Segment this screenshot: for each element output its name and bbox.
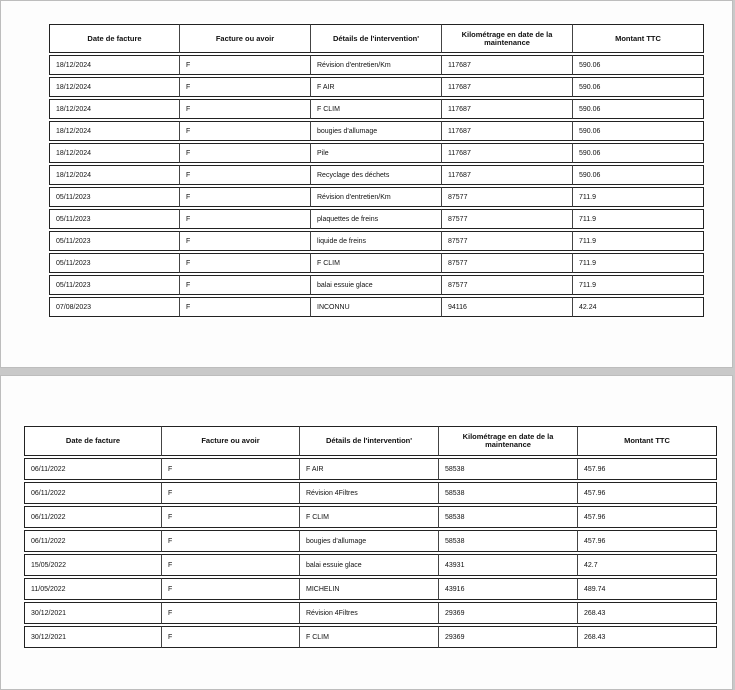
cell-date: 06/11/2022 [24,506,162,528]
cell-mileage: 87577 [442,275,573,295]
cell-type: F [180,253,311,273]
table-row [24,578,717,600]
cell-amount: 457.96 [578,530,717,552]
cell-amount: 711.9 [573,231,704,251]
cell-type: F [180,77,311,97]
cell-type: F [162,482,300,504]
cell-amount: 457.96 [578,482,717,504]
cell-mileage: 58538 [439,506,578,528]
cell-mileage: 43916 [439,578,578,600]
cell-type: F [162,578,300,600]
invoice-table-page-2 [24,424,717,650]
cell-details: Révision 4Filtres [300,482,439,504]
cell-type: F [162,506,300,528]
header-details: Détails de l'intervention' [300,426,439,456]
table-row [49,77,704,97]
cell-date: 18/12/2024 [49,165,180,185]
table-row [24,458,717,480]
cell-mileage: 87577 [442,231,573,251]
table-row [49,165,704,185]
cell-details: Révision d'entretien/Km [311,55,442,75]
table-row [24,626,717,648]
cell-mileage: 117687 [442,121,573,141]
cell-date: 05/11/2023 [49,209,180,229]
cell-mileage: 29369 [439,626,578,648]
cell-date: 30/12/2021 [24,602,162,624]
cell-mileage: 117687 [442,77,573,97]
header-amount: Montant TTC [573,24,704,53]
table-row [49,121,704,141]
cell-type: F [180,55,311,75]
cell-details: F AIR [300,458,439,480]
cell-details: balai essuie glace [300,554,439,576]
table-row [24,506,717,528]
cell-amount: 590.06 [573,121,704,141]
cell-mileage: 117687 [442,55,573,75]
cell-date: 06/11/2022 [24,482,162,504]
cell-date: 15/05/2022 [24,554,162,576]
cell-date: 18/12/2024 [49,77,180,97]
cell-mileage: 117687 [442,165,573,185]
cell-amount: 711.9 [573,253,704,273]
table-row [24,554,717,576]
cell-date: 06/11/2022 [24,530,162,552]
cell-date: 18/12/2024 [49,143,180,163]
cell-mileage: 43931 [439,554,578,576]
cell-date: 05/11/2023 [49,275,180,295]
cell-date: 05/11/2023 [49,253,180,273]
table-row [49,253,704,273]
cell-date: 05/11/2023 [49,187,180,207]
cell-type: F [162,458,300,480]
cell-amount: 457.96 [578,506,717,528]
cell-date: 11/05/2022 [24,578,162,600]
header-type: Facture ou avoir [162,426,300,456]
table-row [49,209,704,229]
cell-amount: 489.74 [578,578,717,600]
cell-mileage: 94116 [442,297,573,317]
cell-amount: 711.9 [573,209,704,229]
cell-details: balai essuie glace [311,275,442,295]
cell-date: 18/12/2024 [49,121,180,141]
table-body-page-2 [24,458,717,648]
cell-date: 07/08/2023 [49,297,180,317]
cell-details: Révision 4Filtres [300,602,439,624]
cell-amount: 590.06 [573,99,704,119]
table-row [49,99,704,119]
cell-details: bougies d'allumage [311,121,442,141]
cell-mileage: 87577 [442,209,573,229]
table-header-row [49,24,704,53]
cell-details: F CLIM [311,99,442,119]
cell-details: F CLIM [300,506,439,528]
cell-amount: 590.06 [573,77,704,97]
cell-mileage: 29369 [439,602,578,624]
cell-mileage: 87577 [442,187,573,207]
cell-type: F [180,187,311,207]
cell-details: F CLIM [311,253,442,273]
cell-details: F AIR [311,77,442,97]
cell-amount: 590.06 [573,165,704,185]
table-row [24,602,717,624]
cell-date: 30/12/2021 [24,626,162,648]
table-row [49,297,704,317]
table-row [24,482,717,504]
cell-mileage: 117687 [442,143,573,163]
table-body-page-1 [49,55,704,317]
cell-amount: 268.43 [578,602,717,624]
header-date: Date de facture [49,24,180,53]
cell-mileage: 87577 [442,253,573,273]
cell-details: plaquettes de freins [311,209,442,229]
cell-details: MICHELIN [300,578,439,600]
header-type: Facture ou avoir [180,24,311,53]
cell-type: F [180,121,311,141]
cell-type: F [180,231,311,251]
table-row [49,187,704,207]
cell-amount: 268.43 [578,626,717,648]
cell-date: 05/11/2023 [49,231,180,251]
cell-details: Recyclage des déchets [311,165,442,185]
cell-type: F [162,626,300,648]
cell-mileage: 58538 [439,530,578,552]
cell-details: F CLIM [300,626,439,648]
cell-amount: 590.06 [573,143,704,163]
header-details: Détails de l'intervention' [311,24,442,53]
cell-date: 18/12/2024 [49,99,180,119]
cell-type: F [180,99,311,119]
cell-details: INCONNU [311,297,442,317]
table-row [49,275,704,295]
header-mileage: Kilométrage en date de la maintenance [442,24,573,53]
cell-details: Révision d'entretien/Km [311,187,442,207]
cell-mileage: 58538 [439,482,578,504]
cell-type: F [162,602,300,624]
table-row [49,143,704,163]
cell-details: Pile [311,143,442,163]
cell-details: bougies d'allumage [300,530,439,552]
cell-type: F [180,275,311,295]
cell-type: F [162,530,300,552]
cell-amount: 42.7 [578,554,717,576]
cell-type: F [180,297,311,317]
cell-mileage: 117687 [442,99,573,119]
cell-type: F [180,143,311,163]
header-mileage: Kilométrage en date de la maintenance [439,426,578,456]
cell-amount: 457.96 [578,458,717,480]
table-row [24,530,717,552]
invoice-table-page-1 [49,22,704,319]
header-amount: Montant TTC [578,426,717,456]
table-header-row [24,426,717,456]
cell-details: liquide de freins [311,231,442,251]
cell-amount: 711.9 [573,275,704,295]
cell-date: 06/11/2022 [24,458,162,480]
table-row [49,55,704,75]
cell-type: F [180,209,311,229]
cell-amount: 711.9 [573,187,704,207]
cell-amount: 42.24 [573,297,704,317]
cell-type: F [162,554,300,576]
header-date: Date de facture [24,426,162,456]
cell-amount: 590.06 [573,55,704,75]
cell-type: F [180,165,311,185]
table-row [49,231,704,251]
cell-mileage: 58538 [439,458,578,480]
cell-date: 18/12/2024 [49,55,180,75]
